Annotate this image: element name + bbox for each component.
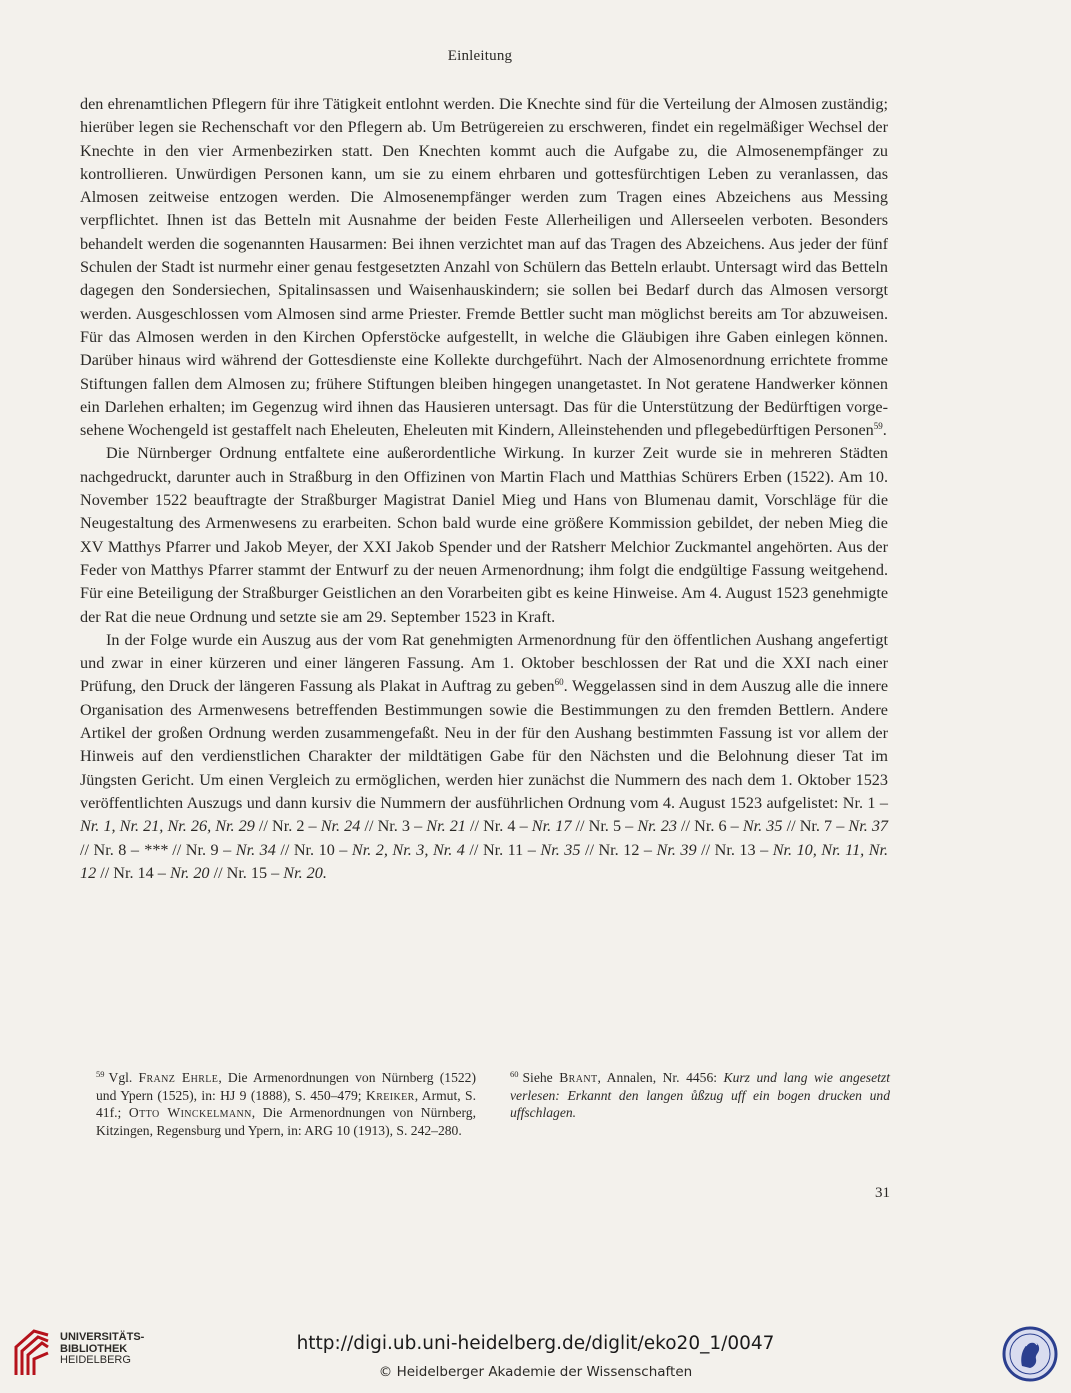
- quotation: Kurz und lang wie angesetzt verlesen: Erkannt den langen ůßzug uff ein bogen drucken und uffschlagen.: [510, 1070, 890, 1121]
- listing-number: Nr. 7 –: [799, 817, 849, 836]
- listing-number: Nr. 5 –: [588, 817, 638, 836]
- footnote-text: , Annalen, Nr. 4456:: [597, 1070, 724, 1085]
- listing-separator: //: [580, 840, 599, 859]
- listing-number: Nr. 6 –: [694, 817, 743, 836]
- listing-number: Nr. 10 –: [293, 840, 352, 859]
- listing-italic-number: Nr. 20: [169, 863, 210, 882]
- listing-separator: //: [782, 817, 800, 836]
- listing-separator: //: [209, 863, 227, 882]
- listing-separator: //: [360, 817, 378, 836]
- paragraph-1-end: .: [882, 421, 887, 440]
- listing-italic-number: Nr. 17: [531, 817, 572, 836]
- listing-italic-number: Nr. 23: [637, 817, 677, 836]
- listing-italic-number: Nr. 21: [426, 817, 466, 836]
- paragraph-1-text: den ehrenamtlichen Pflegern für ihre Tätigkeit entlohnt werden. Die Knechte sind für die Verteilung der Almosen zuständig; hierüber legen sie Rechenschaft vor den Pflegern ab. Um Betrügereien zu erschweren, findet ein regelmäßiger Wechsel der Knechte in den vier Armenbezirken statt. Den Knechten kommt auch die Aufgabe zu, die Almosenempfänger zu kontrollieren. Unwürdigen Personen kann, um sie zu einem ehrbaren und gottesfürchtigen Leben zu veranlassen, das Almosen zeitweise entzogen werden. Die Almosenempfänger werden zum Tragen eines Abzeichens aus Messing verpflichtet. Ihnen ist das Betteln mit Ausnahme der beiden Feste Allerheiligen und Allerseelen verboten. Besonders behandelt werden die sogenannten Hausarmen: Bei ihnen verzichtet man auf das Tragen des Abzeichens. Aus jeder der fünf Schulen der Stadt ist nurmehr einer genau festgesetzten Anzahl von Schülern das Betteln erlaubt. Untersagt wird das Betteln dagegen den Sondersiechen, Spitalinsassen und Waisenhauskindern; sie sollen bei Bedarf durch das Almosen versorgt werden. Ausgeschlossen vom Almosen sind arme Priester. Fremde Bettler sucht man möglichst bereits am Tor abzuweisen. Für das Almosen werden in den Kirchen Opferstöcke aufgestellt, in welche die Gläubigen ihre Gaben einlegen können. Darüber hinaus wird während der Gottesdienste eine Kollekte durchgeführt. Nach der Almosenordnung errichtete fromme Stiftungen fallen dem Almosen zu; frühere Stiftungen bleiben hingegen unangetastet. In Not geratene Handwerker können ein Darlehen erhalten; im Gegenzug wird ihnen das Hausieren untersagt. Das für die Unterstützung der Bedürftigen vorgesehene Wochengeld ist gestaffelt nach Eheleuten, Eheleuten mit Kindern, Alleinstehenden und pflegebedürftigen Personen: [80, 95, 888, 440]
- listing-separator: //: [696, 840, 715, 859]
- footnote-ref-60[interactable]: 60: [554, 677, 564, 688]
- footnote-60: [510, 1066, 890, 1122]
- listing-separator: //: [96, 863, 114, 882]
- listing-italic-number: Nr. 34: [235, 840, 276, 859]
- listing-separator: //: [465, 817, 484, 836]
- listing-number: Nr. 4 –: [483, 817, 532, 836]
- listing-separator: //: [167, 840, 186, 859]
- listing-italic-number: ***: [143, 840, 168, 859]
- listing-number: Nr. 3 –: [377, 817, 427, 836]
- academy-seal-icon[interactable]: [1002, 1326, 1058, 1382]
- listing-number: Nr. 15 –: [226, 863, 284, 882]
- listing-number: Nr. 2 –: [272, 817, 321, 836]
- running-head: Einleitung: [447, 48, 513, 64]
- author-name: Franz Ehrle: [138, 1070, 219, 1085]
- page-number: 31: [875, 1185, 890, 1201]
- paragraph-1: [80, 93, 888, 442]
- footnote-ref-59[interactable]: 59: [873, 421, 883, 432]
- listing-number: Nr. 13 –: [714, 840, 773, 859]
- listing-italic-number: Nr. 1, Nr. 21, Nr. 26, Nr. 29: [80, 817, 255, 836]
- listing-italic-number: Nr. 10, Nr. 11, Nr. 12: [80, 840, 889, 882]
- library-name-line: HEIDELBERG: [60, 1354, 131, 1366]
- listing-number: Nr. 1 –: [842, 793, 888, 812]
- paragraph-2: Die Nürnberger Ordnung entfaltete eine außerordentliche Wirkung. In kurzer Zeit wurde sie in mehreren Städten nachgedruckt, darunter auch in Straßburg in den Offizinen von Martin Flach und Matthias Schürers Erben (1522). Am 10. November 1522 beauftragte der Straßburger Magistrat Daniel Mieg und Hans von Blumenau damit, Vorschläge für die Neugestaltung des Armenwesens zu erarbeiten. Schon bald wurde eine größere Kommission gebildet, der neben Mieg die XV Matthys Pfarrer und Jakob Meyer, der XXI Jakob Spender und der Ratsherr Melchior Zuckmantel angehörten. Aus der Feder von Matthys Pfarrer stammt der Entwurf zu der neuen Armenordnung; ihm folgt die endgültige Fassung weitgehend. Für eine Beteiligung der Straßburger Geistlichen an den Vorarbeiten gibt es keine Hinweise. Am 4. August 1523 genehmigte der Rat die neue Ordnung und setzte sie am 29. September 1523 in Kraft.: [80, 444, 888, 626]
- footnote-text: , Die Armenordnungen von Nürnberg (1522) und Ypern (1525), in: HJ 9 (1888), S. 450–479;: [96, 1070, 476, 1103]
- listing-italic-number: Nr. 39: [656, 840, 697, 859]
- footnote-text: , Armut, S. 41f.;: [96, 1087, 476, 1121]
- listing-italic-number: Nr. 37: [848, 817, 889, 836]
- listing-separator: //: [80, 840, 94, 859]
- footnote-text: , Die Armenordnungen von Nürnberg, Kitzingen, Regensburg und Ypern, in: ARG 10 (1913), S. 242–280.: [96, 1105, 476, 1138]
- listing-italic-number: Nr. 2, Nr. 3, Nr. 4: [351, 840, 465, 859]
- listing-italic-number: Nr. 20.: [283, 863, 327, 882]
- listing-separator: //: [254, 817, 273, 836]
- footnote-text: Vgl.: [108, 1070, 139, 1085]
- listing-separator: //: [676, 817, 695, 836]
- footnote-text: Siehe: [522, 1070, 560, 1085]
- paragraph-3: [80, 629, 888, 885]
- listing-separator: //: [275, 840, 294, 859]
- listing-number: Nr. 12 –: [598, 840, 657, 859]
- paragraph-3-text: In der Folge wurde ein Auszug aus der vom Rat genehmigten Armenordnung für den öffentlichen Aushang angefertigt und zwar in einer kürzeren und einer längeren Fassung. Am 1. Oktober beschlossen der Rat und die XXI nach einer Prüfung, den Druck der längeren Fassung als Plakat in Auftrag zu geben: [80, 630, 888, 696]
- footnote-number: 59: [96, 1069, 105, 1079]
- listing-italic-number: Nr. 24: [320, 817, 361, 836]
- listing-italic-number: Nr. 35: [540, 840, 581, 859]
- author-name: Kreiker: [365, 1087, 415, 1103]
- copyright-notice: © Heidelberger Akademie der Wissenschaften: [378, 1364, 693, 1380]
- listing-italic-number: Nr. 35: [742, 817, 783, 836]
- library-name-line: BIBLIOTHEK: [60, 1342, 128, 1355]
- footnote-59: [96, 1066, 476, 1139]
- viewer-footer: [0, 1318, 1071, 1393]
- library-name-line: UNIVERSITÄTS-: [60, 1331, 145, 1343]
- listing-number: Nr. 8 –: [93, 840, 144, 859]
- body-text: [80, 93, 888, 885]
- listing-number: Nr. 14 –: [113, 863, 170, 882]
- listing-separator: //: [464, 840, 483, 859]
- paragraph-3-text-cont: . Weggelassen sind in dem Auszug alle die innere Organisation des Armenwesens betreffenden Bestimmungen sowie die Bestimmungen zu den fremden Bettlern. Andere Artikel der großen Ordnung werden zusammengefaßt. Neu in der für den Aushang bestimmten Fassung ist vor allem der Hinweis auf den verdienstlichen Charakter der mildtätigen Gabe für den Nächsten und die Belohnung dieser Tat im Jüngsten Gericht. Um einen Vergleich zu ermöglichen, werden hier zunächst die Nummern des nach dem 1. Oktober 1523 veröffentlichten Auszugs und dann kursiv die Nummern der ausführlichen Ordnung vom 4. August 1523 aufgelistet:: [80, 677, 889, 812]
- listing-separator: //: [571, 817, 589, 836]
- footnote-number: 60: [510, 1069, 519, 1079]
- listing-number: Nr. 11 –: [482, 840, 541, 859]
- author-name: Otto Winckelmann: [128, 1105, 252, 1121]
- permalink-url[interactable]: http://digi.ub.uni-heidelberg.de/diglit/eko20_1/0047: [296, 1333, 775, 1354]
- author-name: Brant: [559, 1070, 598, 1085]
- listing-number: Nr. 9 –: [185, 840, 236, 859]
